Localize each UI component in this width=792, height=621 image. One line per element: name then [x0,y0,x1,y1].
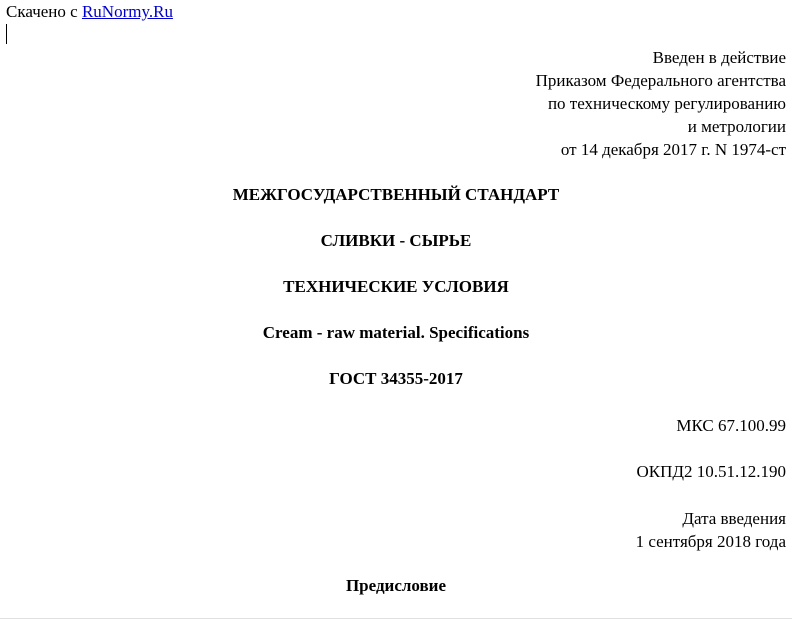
section-heading-foreword: Предисловие [345,576,447,595]
standard-type-heading: МЕЖГОСУДАРСТВЕННЫЙ СТАНДАРТ [232,185,560,204]
standard-name-english: Cream - raw material. Specifications [262,323,530,342]
download-source-line [6,2,173,22]
okpd2-code: ОКПД2 10.51.12.190 [636,462,786,481]
text-cursor [6,24,7,44]
standard-name: СЛИВКИ - СЫРЬЕ [320,231,472,250]
effective-date-block [636,507,786,553]
enactment-line: от 14 декабря 2017 г. N 1974-ст [560,140,786,159]
effective-date-value: 1 сентября 2018 года [635,532,786,551]
downloaded-prefix: Скачено с [6,2,78,21]
enactment-line: и метрологии [687,117,786,136]
enactment-line: Введен в действие [652,48,786,67]
standard-subtitle: ТЕХНИЧЕСКИЕ УСЛОВИЯ [283,277,509,296]
page-bottom-divider [0,618,792,619]
enactment-block [536,46,786,161]
site-link[interactable]: RuNormy.Ru [81,2,173,21]
enactment-line: по техническому регулированию [547,94,786,113]
mks-code: МКС 67.100.99 [676,416,786,435]
enactment-line: Приказом Федерального агентства [535,71,786,90]
gost-number: ГОСТ 34355-2017 [329,369,463,388]
effective-date-label: Дата введения [682,509,786,528]
